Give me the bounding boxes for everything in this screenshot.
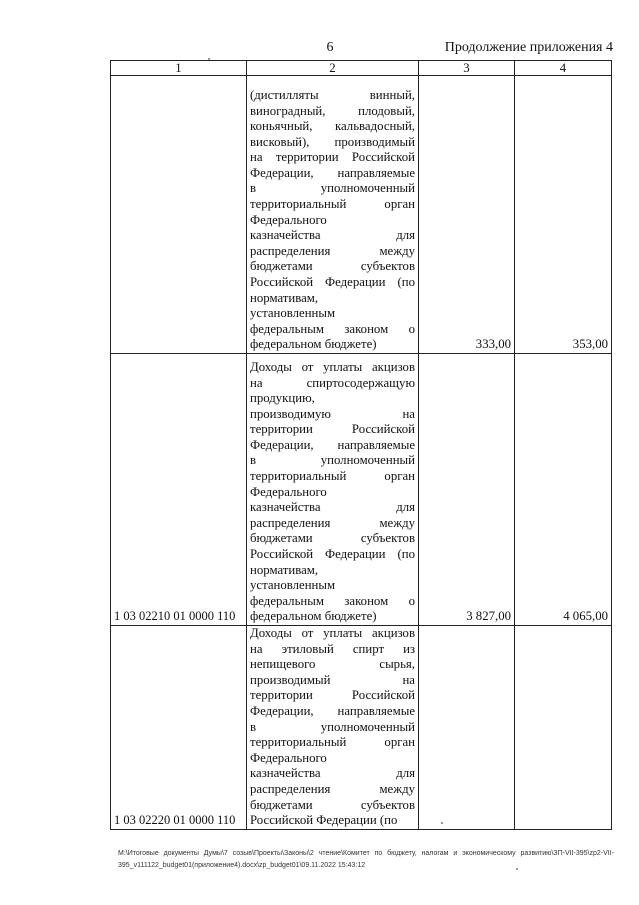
description-line: территориальный орган <box>250 735 415 750</box>
continuation-label: Продолжение приложения 4 <box>444 40 613 55</box>
description-line: в уполномоченный <box>250 719 415 734</box>
description-line: в уполномоченный <box>250 181 415 196</box>
classification-code <box>111 76 247 354</box>
description-line: установленным <box>250 306 336 321</box>
description-line: казначейства для <box>250 228 415 243</box>
description-line: территории Российской <box>250 688 415 703</box>
description-line: территориальный орган <box>250 469 415 484</box>
amount-column-3: 3 827,00 <box>419 354 515 626</box>
description-line: на этиловый спирт из <box>250 641 415 656</box>
description-line: федеральным законом о <box>250 593 415 608</box>
scan-speck <box>441 822 443 824</box>
description-line: в уполномоченный <box>250 453 415 468</box>
description-line: распределения между <box>250 243 415 258</box>
table-row <box>111 76 612 354</box>
column-header: 2 <box>247 61 419 76</box>
description-line: бюджетами субъектов <box>250 531 415 546</box>
description-line: Федерации, направляемые <box>250 703 415 718</box>
description-line: Доходы от уплаты акцизов <box>250 626 415 640</box>
description-line: Доходы от уплаты акцизов <box>250 359 415 374</box>
description-line: коньячный, кальвадосный, <box>250 119 415 134</box>
table-row <box>111 626 612 830</box>
column-number-row <box>111 61 612 76</box>
description-line: Федерации, направляемые <box>250 165 415 180</box>
amount-column-4: 353,00 <box>515 76 612 354</box>
description-line: территории Российской <box>250 422 415 437</box>
description-line: Российской Федерации (по <box>250 547 415 562</box>
description-line: распределения между <box>250 781 415 796</box>
description-line: территориальный орган <box>250 197 415 212</box>
description-line: федеральным законом о <box>250 321 415 336</box>
description-line: висковый), производимый <box>250 134 415 149</box>
description-line: установленным <box>250 578 336 593</box>
description-line: продукцию, <box>250 391 315 406</box>
income-description <box>247 76 419 354</box>
column-header: 3 <box>419 61 515 76</box>
description-line: федеральном бюджете) <box>250 337 377 352</box>
description-line: виноградный, плодовый, <box>250 103 415 118</box>
column-header: 4 <box>515 61 612 76</box>
description-line: производимый на <box>250 672 415 687</box>
amount-column-4: 4 065,00 <box>515 354 612 626</box>
description-line: (дистилляты винный, <box>250 87 415 102</box>
description-line: Федерации, направляемые <box>250 437 415 452</box>
description-line: непищевого сырья, <box>250 657 415 672</box>
file-path-footer: M:\Итоговые документы Думы\7 созыв\Проекты\Законы\2 чтение\Комитет по бюджету, налогам и экономическому развитию\ЗП-VII-395\zp2-VII-395_v111122_budget01(приложение4).docx\zp_budget01\09.11.2022 15:43:12 <box>118 850 614 869</box>
description-line: производимую на <box>250 406 415 421</box>
description-line: на территории Российской <box>250 150 415 165</box>
budget-table <box>110 60 612 830</box>
income-description <box>247 354 419 626</box>
description-line: нормативам, <box>250 290 319 305</box>
column-header: 1 <box>111 61 247 76</box>
description-line: нормативам, <box>250 562 319 577</box>
description-line: казначейства для <box>250 766 415 781</box>
classification-code: 1 03 02210 01 0000 110 <box>111 354 247 626</box>
classification-code: 1 03 02220 01 0000 110 <box>111 626 247 830</box>
amount-column-3: 333,00 <box>419 76 515 354</box>
table-row <box>111 354 612 626</box>
description-line: бюджетами субъектов <box>250 259 415 274</box>
description-line: Российской Федерации (по <box>250 813 398 828</box>
description-line: на спиртосодержащую <box>250 375 415 390</box>
description-line: федеральном бюджете) <box>250 609 377 624</box>
income-description <box>247 626 419 830</box>
amount-column-3 <box>419 626 515 830</box>
description-line: бюджетами субъектов <box>250 797 415 812</box>
description-line: казначейства для <box>250 500 415 515</box>
description-line: Российской Федерации (по <box>250 275 415 290</box>
description-line: распределения между <box>250 515 415 530</box>
description-line: Федерального <box>250 484 327 499</box>
description-line: Федерального <box>250 750 327 765</box>
scan-speck <box>208 58 210 60</box>
amount-column-4 <box>515 626 612 830</box>
page-number: 6 <box>326 40 334 55</box>
description-line: Федерального <box>250 212 327 227</box>
scan-speck <box>516 868 518 870</box>
